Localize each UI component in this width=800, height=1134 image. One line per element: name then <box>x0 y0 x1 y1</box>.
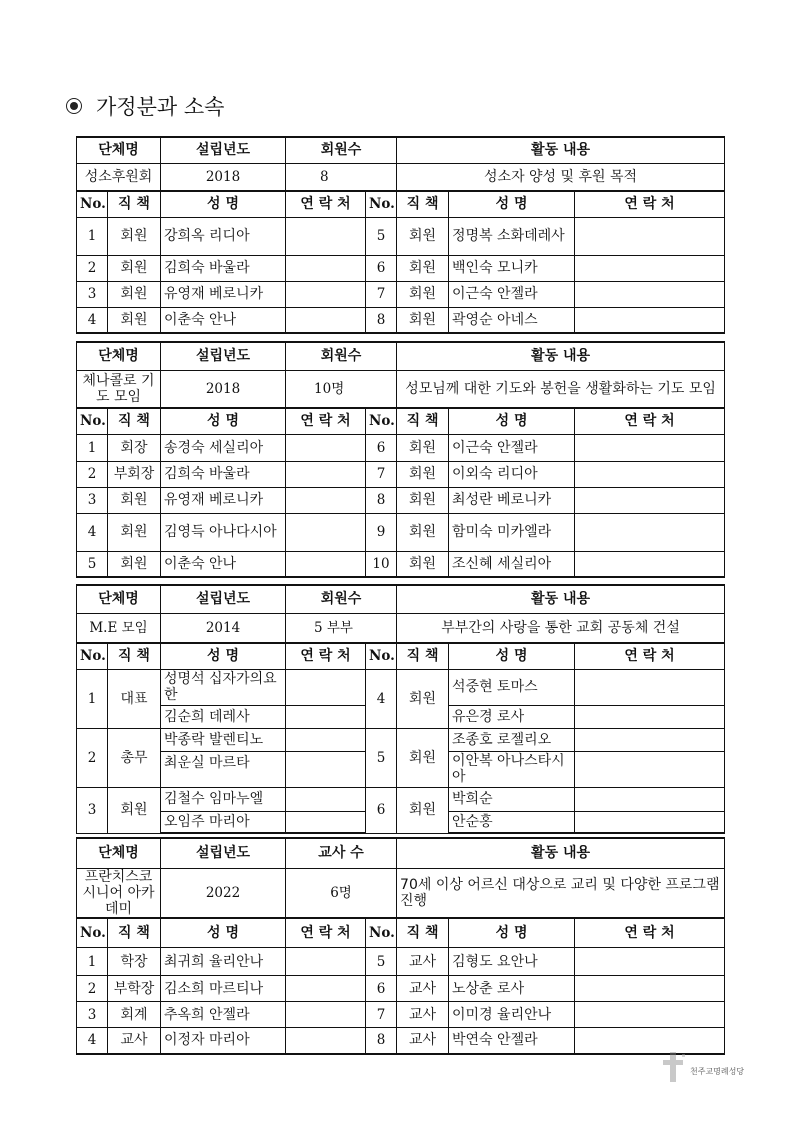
col-role: 직 책 <box>397 643 449 669</box>
row-role: 회원 <box>397 728 449 787</box>
row-role: 회원 <box>108 513 161 551</box>
row-no: 3 <box>77 487 108 513</box>
col-no: No. <box>366 191 397 217</box>
row-name: 김소희 마르티나 <box>161 976 286 1002</box>
col-role: 직 책 <box>108 918 161 948</box>
table-row <box>77 307 725 333</box>
header-activity: 활동 내용 <box>397 137 725 163</box>
activity-text: 부부간의 사랑을 통한 교회 공동체 건설 <box>397 613 725 643</box>
row-no: 3 <box>77 1002 108 1028</box>
group-name: 프란치스코 시니어 아카데미 <box>77 868 161 918</box>
col-name: 성 명 <box>449 408 575 434</box>
section-header-row <box>77 137 725 163</box>
row-name: 최운실 마르타 <box>161 751 286 787</box>
col-no: No. <box>77 191 108 217</box>
col-name: 성 명 <box>161 191 286 217</box>
row-role: 회원 <box>397 217 449 255</box>
col-name: 성 명 <box>449 918 575 948</box>
row-name: 김희숙 바울라 <box>161 255 286 281</box>
col-role: 직 책 <box>397 408 449 434</box>
row-no: 1 <box>77 948 108 976</box>
row-contact <box>286 669 366 705</box>
row-role: 회원 <box>108 307 161 333</box>
row-name: 박연숙 안젤라 <box>449 1028 575 1054</box>
col-contact: 연 락 처 <box>575 643 725 669</box>
row-name: 최귀희 율리안나 <box>161 948 286 976</box>
table-row <box>77 787 725 811</box>
row-role: 회원 <box>108 787 161 833</box>
row-role: 회원 <box>397 281 449 307</box>
col-name: 성 명 <box>449 191 575 217</box>
column-header-row <box>77 408 725 434</box>
row-no: 6 <box>366 976 397 1002</box>
row-role: 회장 <box>108 434 161 461</box>
header-group: 단체명 <box>77 838 161 868</box>
row-contact <box>575 461 725 487</box>
section-header-row <box>77 838 725 868</box>
row-no: 2 <box>77 255 108 281</box>
row-name: 이정자 마리아 <box>161 1028 286 1054</box>
table-row <box>77 1028 725 1054</box>
founded-year: 2018 <box>161 370 286 408</box>
section-header-row <box>77 342 725 370</box>
row-contact <box>286 461 366 487</box>
row-role: 부회장 <box>108 461 161 487</box>
row-name: 박희순 <box>449 787 575 811</box>
row-contact <box>575 513 725 551</box>
col-role: 직 책 <box>397 191 449 217</box>
row-name: 백인숙 모니카 <box>449 255 575 281</box>
row-no: 4 <box>77 513 108 551</box>
row-name: 김순희 데레사 <box>161 705 286 728</box>
col-no: No. <box>77 918 108 948</box>
row-contact <box>286 255 366 281</box>
row-contact <box>575 1002 725 1028</box>
title-text: 가정분과 소속 <box>96 95 225 119</box>
row-no: 1 <box>77 434 108 461</box>
page-title <box>66 88 224 124</box>
activity-text: 성모님께 대한 기도와 봉헌을 생활화하는 기도 모임 <box>397 370 725 408</box>
row-name: 이안복 아나스타시아 <box>449 751 575 787</box>
row-no: 5 <box>366 728 397 787</box>
row-contact <box>575 281 725 307</box>
row-contact <box>286 281 366 307</box>
column-header-row <box>77 643 725 669</box>
row-name: 추옥희 안젤라 <box>161 1002 286 1028</box>
row-name: 유은경 로사 <box>449 705 575 728</box>
col-name: 성 명 <box>449 643 575 669</box>
row-contact <box>575 487 725 513</box>
section-header-row <box>77 585 725 613</box>
row-contact <box>575 948 725 976</box>
member-count: 8 <box>286 163 397 191</box>
row-role: 회원 <box>397 434 449 461</box>
col-role: 직 책 <box>108 408 161 434</box>
table-row <box>77 513 725 551</box>
row-no: 4 <box>77 307 108 333</box>
header-year: 설립년도 <box>161 137 286 163</box>
row-role: 회원 <box>397 255 449 281</box>
row-contact <box>286 513 366 551</box>
col-name: 성 명 <box>161 408 286 434</box>
table-row <box>77 728 725 751</box>
row-no: 3 <box>77 281 108 307</box>
row-no: 1 <box>77 669 108 728</box>
col-contact: 연 락 처 <box>575 408 725 434</box>
header-group: 단체명 <box>77 585 161 613</box>
row-name: 정명복 소화데레사 <box>449 217 575 255</box>
row-name: 노상춘 로사 <box>449 976 575 1002</box>
group-name: 성소후원회 <box>77 163 161 191</box>
row-contact <box>286 948 366 976</box>
column-header-row <box>77 191 725 217</box>
row-contact <box>286 307 366 333</box>
col-role: 직 책 <box>108 643 161 669</box>
row-contact <box>575 307 725 333</box>
row-contact <box>286 1002 366 1028</box>
section-info-row <box>77 613 725 643</box>
col-no: No. <box>77 408 108 434</box>
row-role: 회원 <box>397 461 449 487</box>
row-contact <box>575 751 725 787</box>
row-contact <box>575 728 725 751</box>
col-name: 성 명 <box>161 643 286 669</box>
row-contact <box>286 976 366 1002</box>
row-name: 유영재 베로니카 <box>161 487 286 513</box>
row-role: 교사 <box>397 948 449 976</box>
row-contact <box>575 217 725 255</box>
row-no: 2 <box>77 728 108 787</box>
row-role: 회원 <box>108 551 161 577</box>
row-name: 이외숙 리디아 <box>449 461 575 487</box>
group-name: 체나콜로 기도 모임 <box>77 370 161 408</box>
founded-year: 2022 <box>161 868 286 918</box>
row-no: 5 <box>366 948 397 976</box>
logo-text: 천주교명례성당 <box>690 1067 745 1076</box>
row-contact <box>286 434 366 461</box>
row-role: 회원 <box>108 487 161 513</box>
founded-year: 2014 <box>161 613 286 643</box>
row-name: 오임주 마리아 <box>161 811 286 833</box>
section-info-row <box>77 370 725 408</box>
section-cenacolo-prayer <box>76 341 724 578</box>
row-contact <box>286 551 366 577</box>
table-row <box>77 217 725 255</box>
row-name: 함미숙 미카엘라 <box>449 513 575 551</box>
header-members: 회원수 <box>286 342 397 370</box>
row-name: 이춘숙 안나 <box>161 307 286 333</box>
header-activity: 활동 내용 <box>397 838 725 868</box>
row-role: 총무 <box>108 728 161 787</box>
table-row <box>77 434 725 461</box>
row-name: 강희옥 리디아 <box>161 217 286 255</box>
row-name: 이근숙 안젤라 <box>449 434 575 461</box>
row-role: 대표 <box>108 669 161 728</box>
row-role: 회원 <box>108 255 161 281</box>
row-name: 석중현 토마스 <box>449 669 575 705</box>
row-name: 곽영순 아네스 <box>449 307 575 333</box>
row-name: 조신혜 세실리아 <box>449 551 575 577</box>
row-role: 회원 <box>397 487 449 513</box>
row-name: 김영득 아나다시아 <box>161 513 286 551</box>
row-name: 김희숙 바울라 <box>161 461 286 487</box>
row-name: 최성란 베로니카 <box>449 487 575 513</box>
activity-text: 70세 이상 어르신 대상으로 교리 및 다양한 프로그램 진행 <box>397 868 725 918</box>
header-teachers: 교사 수 <box>286 838 397 868</box>
table-row <box>77 669 725 705</box>
row-contact <box>575 434 725 461</box>
row-contact <box>575 787 725 811</box>
row-no: 8 <box>366 307 397 333</box>
col-contact: 연 락 처 <box>286 408 366 434</box>
row-contact <box>575 976 725 1002</box>
section-info-row <box>77 163 725 191</box>
row-no: 8 <box>366 487 397 513</box>
row-no: 6 <box>366 434 397 461</box>
row-no: 6 <box>366 255 397 281</box>
row-no: 9 <box>366 513 397 551</box>
section-me-group <box>76 584 724 834</box>
col-no: No. <box>366 918 397 948</box>
column-header-row <box>77 918 725 948</box>
row-contact <box>575 255 725 281</box>
col-role: 직 책 <box>397 918 449 948</box>
col-no: No. <box>77 643 108 669</box>
header-group: 단체명 <box>77 342 161 370</box>
row-role: 교사 <box>397 1002 449 1028</box>
row-no: 4 <box>77 1028 108 1054</box>
founded-year: 2018 <box>161 163 286 191</box>
row-contact <box>575 551 725 577</box>
row-role: 교사 <box>108 1028 161 1054</box>
row-contact <box>286 787 366 811</box>
col-no: No. <box>366 408 397 434</box>
col-contact: 연 락 처 <box>575 191 725 217</box>
col-contact: 연 락 처 <box>286 643 366 669</box>
row-name: 조종호 로젤리오 <box>449 728 575 751</box>
row-no: 1 <box>77 217 108 255</box>
row-no: 7 <box>366 461 397 487</box>
row-no: 2 <box>77 461 108 487</box>
row-contact <box>286 751 366 787</box>
row-contact <box>575 705 725 728</box>
table-row <box>77 948 725 976</box>
row-role: 회원 <box>108 281 161 307</box>
row-role: 부학장 <box>108 976 161 1002</box>
table-row <box>77 281 725 307</box>
table-row <box>77 461 725 487</box>
row-role: 회원 <box>397 669 449 728</box>
row-role: 학장 <box>108 948 161 976</box>
row-contact <box>286 811 366 833</box>
col-contact: 연 락 처 <box>575 918 725 948</box>
row-role: 교사 <box>397 1028 449 1054</box>
table-row <box>77 487 725 513</box>
row-contact <box>286 217 366 255</box>
group-name: M.E 모임 <box>77 613 161 643</box>
row-no: 5 <box>366 217 397 255</box>
row-no: 7 <box>366 281 397 307</box>
row-name: 이춘숙 안나 <box>161 551 286 577</box>
row-role: 회원 <box>397 551 449 577</box>
header-members: 회원수 <box>286 585 397 613</box>
row-no: 5 <box>77 551 108 577</box>
section-senior-academy <box>76 837 724 1055</box>
header-year: 설립년도 <box>161 342 286 370</box>
table-row <box>77 976 725 1002</box>
header-members: 회원수 <box>286 137 397 163</box>
row-no: 4 <box>366 669 397 728</box>
row-role: 회원 <box>397 307 449 333</box>
teacher-count: 6명 <box>286 868 397 918</box>
col-name: 성 명 <box>161 918 286 948</box>
header-year: 설립년도 <box>161 838 286 868</box>
col-contact: 연 락 처 <box>286 918 366 948</box>
row-contact <box>286 728 366 751</box>
section-vocation-support <box>76 136 724 334</box>
row-name: 이미경 율리안나 <box>449 1002 575 1028</box>
row-no: 3 <box>77 787 108 833</box>
row-contact <box>575 811 725 833</box>
table-row <box>77 255 725 281</box>
header-activity: 활동 내용 <box>397 585 725 613</box>
table-row <box>77 551 725 577</box>
row-name: 송경숙 세실리아 <box>161 434 286 461</box>
member-count: 10명 <box>286 370 397 408</box>
section-info-row <box>77 868 725 918</box>
header-activity: 활동 내용 <box>397 342 725 370</box>
col-no: No. <box>366 643 397 669</box>
row-role: 회원 <box>397 513 449 551</box>
row-name: 안순홍 <box>449 811 575 833</box>
row-name: 박종락 발렌티노 <box>161 728 286 751</box>
row-role: 회계 <box>108 1002 161 1028</box>
col-contact: 연 락 처 <box>286 191 366 217</box>
member-count: 5 부부 <box>286 613 397 643</box>
row-name: 성명석 십자가의요한 <box>161 669 286 705</box>
row-name: 이근숙 안젤라 <box>449 281 575 307</box>
row-role: 회원 <box>397 787 449 833</box>
row-no: 7 <box>366 1002 397 1028</box>
header-group: 단체명 <box>77 137 161 163</box>
row-contact <box>575 669 725 705</box>
row-contact <box>286 1028 366 1054</box>
row-name: 유영재 베로니카 <box>161 281 286 307</box>
row-name: 김형도 요안나 <box>449 948 575 976</box>
row-name: 김철수 임마누엘 <box>161 787 286 811</box>
row-role: 교사 <box>397 976 449 1002</box>
row-no: 6 <box>366 787 397 833</box>
row-role: 회원 <box>108 217 161 255</box>
row-no: 8 <box>366 1028 397 1054</box>
table-row <box>77 1002 725 1028</box>
col-role: 직 책 <box>108 191 161 217</box>
row-no: 10 <box>366 551 397 577</box>
radio-bullet-icon <box>66 98 82 114</box>
activity-text: 성소자 양성 및 후원 목적 <box>397 163 725 191</box>
row-contact <box>286 487 366 513</box>
header-year: 설립년도 <box>161 585 286 613</box>
row-no: 2 <box>77 976 108 1002</box>
row-contact <box>286 705 366 728</box>
